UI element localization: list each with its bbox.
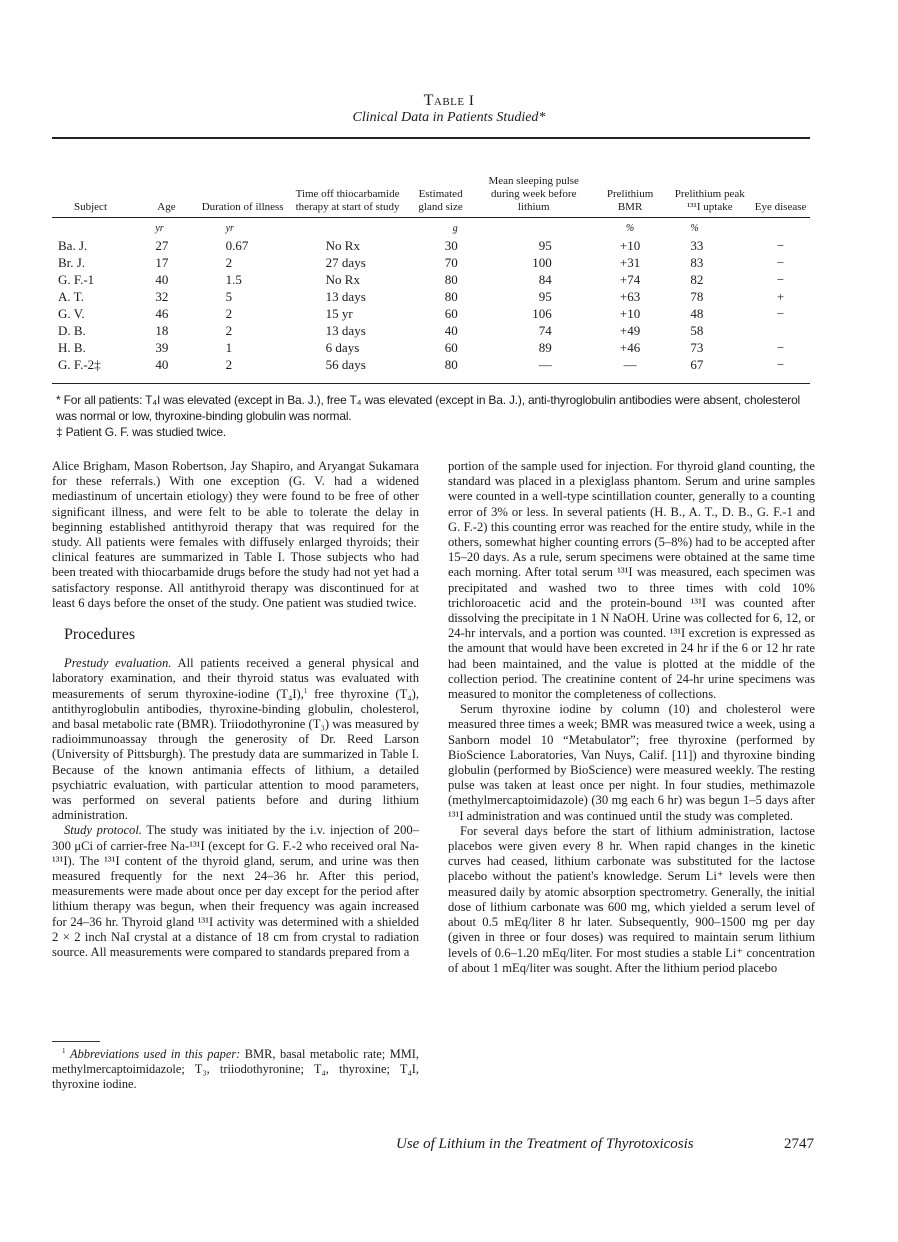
cell-age: 18 — [155, 323, 169, 338]
table-footnote-double-dagger: ‡ Patient G. F. was studied twice. — [56, 425, 226, 439]
unit-age: yr — [155, 223, 164, 234]
cell-gland-size: 60 — [444, 306, 458, 321]
cell-uptake: 67 — [690, 357, 704, 372]
cell-pulse: 100 — [532, 255, 552, 270]
cell-age: 27 — [155, 238, 169, 253]
cell-age: 32 — [155, 289, 169, 304]
cell-uptake: 83 — [690, 255, 704, 270]
cell-subject: D. B. — [58, 323, 86, 338]
units-row — [52, 217, 810, 237]
cell-time-off: 27 days — [325, 255, 366, 270]
cell-pulse: 95 — [538, 238, 552, 253]
header-subject: Subject — [74, 201, 107, 213]
header-bmr: Prelithium BMR — [606, 188, 654, 213]
cell-duration: 1 — [225, 340, 233, 355]
cell-eye-disease: − — [776, 255, 785, 270]
table-footnote-asterisk: * For all patients: T₄I was elevated (except in Ba. J.), free T₄ was elevated (except in Ba. J.), anti-thyroglobulin antibodies were absent, cholesterol was normal or low, thyroxine-binding globulin was normal. — [56, 393, 801, 423]
cell-subject: A. T. — [58, 289, 84, 304]
header-gland-size: Estimated gland size — [418, 188, 463, 213]
measurements-paragraph: Serum thyroxine iodine by column (10) and cholesterol were measured three times a week; BMR was measured twice a week, using a Sanborn model 10 “Metabulator”; free thyroxine (performed by BioScience Laboratories, Van Nuys, Calif. [11]) and thyroxine binding globulin (performed by BioScience) were measured weekly. The resting pulse was taken at least once per night. In four studies, methimazole (methylmercaptoimidazole) (30 mg each 6 hr) was begun 1–5 days after ¹³¹I administration and was continued until the study was completed. — [448, 702, 815, 823]
cell-age: 17 — [155, 255, 169, 270]
cell-age: 39 — [155, 340, 169, 355]
footnote-marker: 1 — [62, 1046, 66, 1055]
header-age: Age — [157, 201, 176, 213]
table-title — [0, 92, 898, 110]
cell-uptake: 73 — [690, 340, 704, 355]
unit-bmr: % — [625, 223, 635, 234]
running-footer — [396, 1136, 814, 1153]
cell-bmr: +63 — [619, 289, 641, 304]
cell-time-off: 6 days — [325, 340, 360, 355]
cell-bmr: — — [623, 357, 637, 372]
abbreviations-label: Abbreviations used in this paper: — [70, 1047, 241, 1061]
cell-duration: 5 — [225, 289, 233, 304]
cell-duration: 2 — [225, 357, 233, 372]
cell-duration: 1.5 — [225, 272, 242, 287]
page-number: 2747 — [784, 1136, 814, 1152]
cell-duration: 2 — [225, 323, 233, 338]
table-header-row — [52, 140, 810, 217]
cell-eye-disease: − — [776, 272, 785, 287]
cell-time-off: No Rx — [325, 238, 360, 253]
cell-time-off: 56 days — [325, 357, 366, 372]
cell-time-off: No Rx — [325, 272, 360, 287]
cell-duration: 2 — [225, 255, 233, 270]
cell-pulse: — — [538, 357, 552, 372]
table-row — [52, 271, 810, 288]
cell-time-off: 13 days — [325, 323, 366, 338]
cell-time-off: 15 yr — [325, 306, 353, 321]
table-row — [52, 356, 810, 373]
table-top-rule — [52, 137, 810, 139]
table-row — [52, 254, 810, 271]
cell-subject: G. F.-2‡ — [58, 357, 101, 372]
cell-bmr: +74 — [619, 272, 641, 287]
table-row — [52, 339, 810, 356]
table-row — [52, 288, 810, 305]
header-eye-disease: Eye disease — [754, 201, 807, 213]
cell-gland-size: 80 — [444, 272, 458, 287]
cell-bmr: +10 — [619, 306, 641, 321]
header-duration: Duration of illness — [201, 201, 284, 213]
cell-duration: 0.67 — [225, 238, 249, 253]
cell-gland-size: 30 — [444, 238, 458, 253]
protocol-paragraph: Study protocol. The study was initiated by the i.v. injection of 200–300 μCi of carrier-free Na-¹³¹I (except for G. F.-2 who received oral Na-¹³¹I). The ¹³¹I content of the thyroid gland, serum, and urine was then measured frequently for the next 24–36 hr. After this period, measurements were made about once per day except for the period after lithium therapy was begun, when their frequency was again increased for 24–36 hr. Thyroid gland ¹³¹I activity was determined with a shielded 2 × 2 inch NaI crystal at a distance of 18 cm from crystal to radiation source. All measurements were compared to standards prepared from a — [52, 823, 419, 960]
cell-gland-size: 40 — [444, 323, 458, 338]
table-label: Table — [423, 92, 465, 109]
cell-gland-size: 80 — [444, 289, 458, 304]
intro-paragraph: Alice Brigham, Mason Robertson, Jay Shapiro, and Aryangat Sukamara for these referrals.) With one exception (G. V. had a widened mediastinum of uncertain etiology) they were found to be free of other significant illness, and were felt to be able to tolerate the delay in beginning established antithyroid therapy that was required for the study. All patients were females with diffusely enlarged thyroids; their clinical features are summarized in Table I. Those subjects who had been treated with thiocarbamide drugs before the study had not yet had a satisfactory response. All antithyroid therapy was discontinued for at least 6 days before the onset of the study. One patient was studied twice. — [52, 459, 419, 610]
prestudy-runin-heading: Prestudy evaluation. — [64, 656, 172, 671]
cell-uptake: 82 — [690, 272, 704, 287]
cell-subject: Br. J. — [58, 255, 86, 270]
cell-eye-disease: − — [776, 357, 785, 372]
cell-age: 40 — [155, 272, 169, 287]
prestudy-paragraph: Prestudy evaluation. All patients received a general physical and laboratory examination, and their thyroid status was evaluated with measurements of serum thyroxine-iodine (T₄I),$^1$ free thyroxine (T₄), antithyroglobulin antibodies, thyroxine-binding globulin, cholesterol, and basal metabolic rate (BMR). Triiodothyronine (T₃) was measured by radioimmunoassay through the generosity of Dr. Reed Larson (University of Pittsburgh). The prestudy data are summarized in Table I. Because of the known antimania effects of lithium, a detailed psychiatric evaluation, with particular attention to mood parameters, was performed on several patients before and during lithium administration. — [52, 656, 419, 823]
cell-pulse: 74 — [538, 323, 552, 338]
table-row — [52, 322, 810, 339]
cell-subject: H. B. — [58, 340, 86, 355]
cell-gland-size: 70 — [444, 255, 458, 270]
cell-bmr: +49 — [619, 323, 641, 338]
clinical-data-table — [52, 140, 810, 373]
cell-subject: G. V. — [58, 306, 85, 321]
cell-subject: Ba. J. — [58, 238, 88, 253]
cell-gland-size: 80 — [444, 357, 458, 372]
lithium-administration-paragraph: For several days before the start of lithium administration, lactose placebos were given every 8 hr. When rapid changes in the kinetic curves had ceased, lithium carbonate was substituted for the lactose placebo without the patient's knowledge. Serum Li⁺ levels were then measured daily by atomic absorption spectrometry. Generally, the initial dose of lithium carbonate was 600 mg, which yielded a serum level of about 0.5 mEq/liter 8 hr later. Subsequently, 900–1500 mg per day (given in three or four doses) was required to maintain serum lithium levels of 0.6–1.20 mEq/liter. For most studies a stable Li⁺ concentration of about 1 mEq/liter was sought. After the lithium period placebo — [448, 823, 815, 975]
cell-pulse: 84 — [538, 272, 552, 287]
cell-eye-disease: − — [776, 238, 785, 253]
cell-gland-size: 60 — [444, 340, 458, 355]
cell-subject: G. F.-1 — [58, 272, 95, 287]
abbreviations-text: BMR, basal metabolic rate; MMI, methylmercaptoimidazole; T₃, triiodothyronine; T₄, thyroxine; T₄I, thyroxine iodine. — [52, 1047, 419, 1092]
cell-eye-disease: + — [776, 289, 785, 304]
cell-duration: 2 — [225, 306, 233, 321]
abbreviations-footnote — [52, 1047, 419, 1093]
cell-eye-disease: − — [776, 340, 785, 355]
table-bottom-rule — [52, 383, 810, 384]
footnote-separator — [52, 1041, 100, 1042]
table-subtitle: Clinical Data in Patients Studied* — [352, 110, 546, 125]
table-row — [52, 237, 810, 254]
cell-uptake: 78 — [690, 289, 704, 304]
cell-bmr: +31 — [619, 255, 641, 270]
cell-uptake: 58 — [690, 323, 704, 338]
cell-uptake: 48 — [690, 306, 704, 321]
cell-pulse: 106 — [532, 306, 552, 321]
header-uptake: Prelithium peak ¹³¹I uptake — [674, 188, 745, 213]
unit-duration: yr — [225, 223, 234, 234]
table-number: I — [468, 93, 475, 109]
running-title: Use of Lithium in the Treatment of Thyrotoxicosis — [396, 1136, 694, 1152]
unit-uptake: % — [690, 223, 699, 234]
cell-time-off: 13 days — [325, 289, 366, 304]
section-heading-procedures: Procedures — [64, 626, 136, 644]
table-row — [52, 305, 810, 322]
cell-bmr: +46 — [619, 340, 641, 355]
cell-pulse: 95 — [538, 289, 552, 304]
cell-age: 40 — [155, 357, 169, 372]
header-pulse: Mean sleeping pulse during week before lithium — [488, 175, 579, 213]
cell-uptake: 33 — [690, 238, 704, 253]
cell-eye-disease: − — [776, 306, 785, 321]
cell-age: 46 — [155, 306, 169, 321]
left-column — [52, 459, 419, 960]
counting-paragraph: portion of the sample used for injection. For thyroid gland counting, the standard was placed in a plexiglass phantom. Serum and urine samples were counted in a well-type scintillation counter, generally to a counting error of 3% or less. In several patients (H. B., A. T., D. B., G. F.-1 and G. F.-2) this counting error was reached for the entire study, while in the others, somewhat higher counting errors (5–8%) had to be accepted after 15–20 days. As a rule, serum specimens were obtained at the same time each morning. After total serum ¹³¹I was measured, each specimen was precipitated and washed two to three times with cold 10% trichloroacetic acid and the protein-bound ¹³¹I was counted after dissolving the precipitate in 1 N NaOH. Urine was collected for 6, 12, or 24-hr intervals, and a portion was counted. ¹³¹I excretion is expressed as the amount that would have been excreted in 24 hr if the 6 or 12 hr rate had been maintained, and the value is plotted at the middle of the collection period. The creatinine content of 24-hr urine specimens was measured to monitor the completeness of collections. — [448, 459, 815, 702]
protocol-runin-heading: Study protocol. — [64, 823, 142, 838]
table-footnotes — [56, 392, 816, 440]
footnote-ref-1[interactable]: 1 — [303, 686, 308, 695]
right-column — [448, 459, 815, 976]
cell-pulse: 89 — [538, 340, 552, 355]
cell-bmr: +10 — [619, 238, 641, 253]
cell-eye-disease — [751, 322, 810, 339]
header-time-off: Time off thiocarbamide therapy at start of study — [295, 188, 400, 213]
unit-gland: g — [452, 223, 458, 234]
